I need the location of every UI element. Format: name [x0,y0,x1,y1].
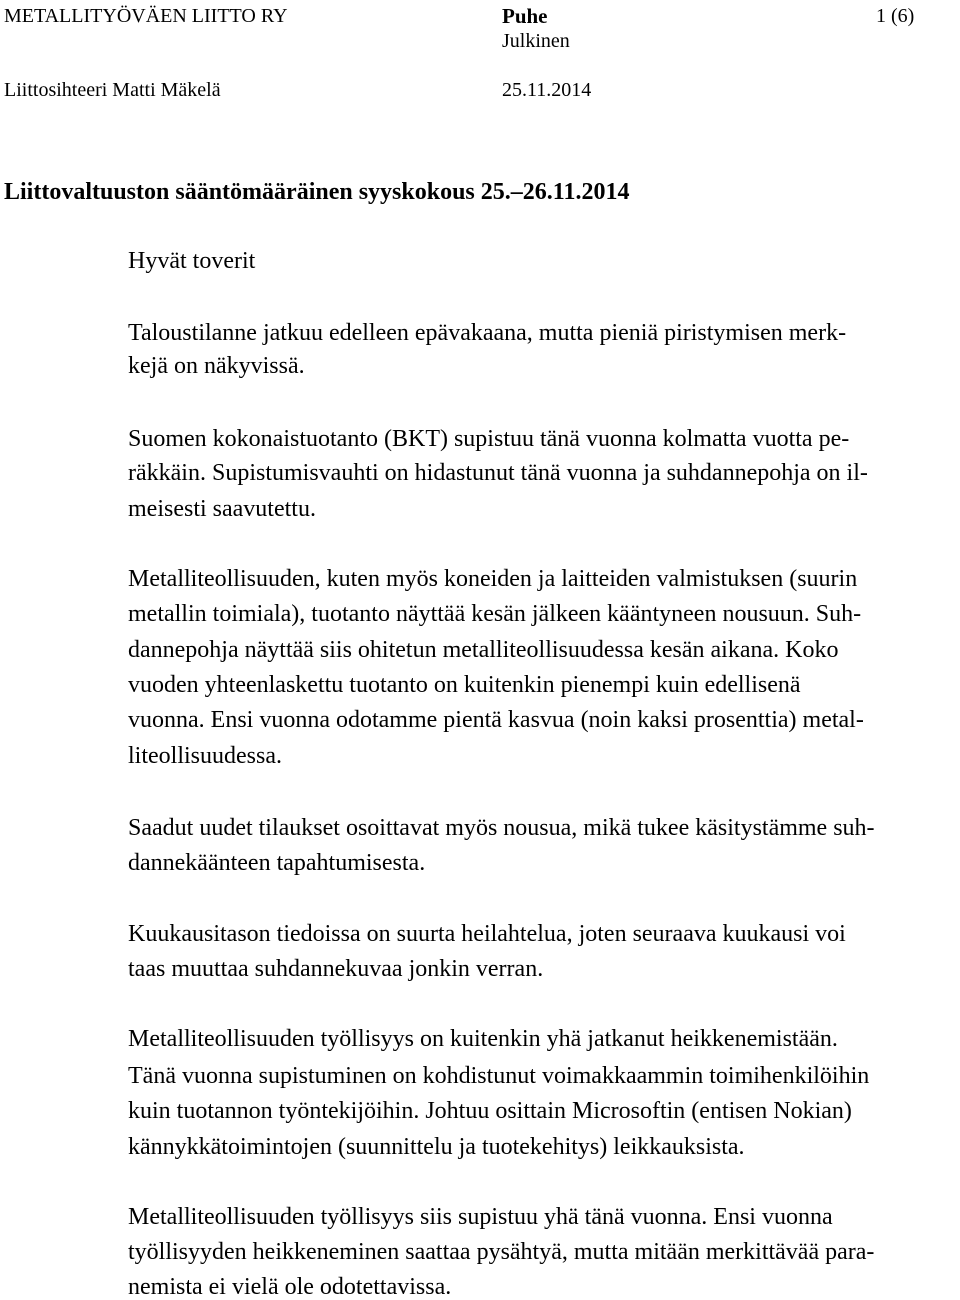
paragraph-line: nemista ei vielä ole odotettavissa. [128,1274,452,1300]
classification-label: Julkinen [502,30,570,52]
paragraph-line: Hyvät toverit [128,248,256,274]
paragraph-line: kännykkätoimintojen (suunnittelu ja tuotekehitys) leikkauksista. [128,1134,745,1160]
paragraph-line: Taloustilanne jatkuu edelleen epävakaana, mutta pieniä piristymisen merk- [128,320,847,346]
paragraph-line: vuoden yhteenlaskettu tuotanto on kuitenkin pienempi kuin edellisenä [128,672,801,698]
paragraph-line: Suomen kokonaistuotanto (BKT) supistuu tänä vuonna kolmatta vuotta pe- [128,426,850,452]
paragraph-line: metallin toimiala), tuotanto näyttää kesän jälkeen kääntyneen nousuun. Suh- [128,601,862,627]
page-number: 1 (6) [876,5,915,27]
paragraph-line: räkkäin. Supistumisvauhti on hidastunut tänä vuonna ja suhdannepohja on il- [128,460,868,486]
author-line: Liittosihteeri Matti Mäkelä [4,79,221,101]
speech-title: Liittovaltuuston sääntömääräinen syyskokous 25.–26.11.2014 [4,179,630,205]
paragraph-line: Metalliteollisuuden, kuten myös koneiden ja laitteiden valmistuksen (suurin [128,566,858,592]
paragraph-line: Metalliteollisuuden työllisyys siis supistuu yhä tänä vuonna. Ensi vuonna [128,1204,833,1230]
paragraph-line: Tänä vuonna supistuminen on kohdistunut voimakkaammin toimihenkilöihin [128,1063,870,1089]
paragraph-line: Metalliteollisuuden työllisyys on kuitenkin yhä jatkanut heikkenemistään. [128,1026,838,1052]
document-type: Puhe [502,4,548,28]
paragraph-line: meisesti saavutettu. [128,496,316,522]
paragraph-line: dannepohja näyttää siis ohitetun metalliteollisuudessa kesän aikana. Koko [128,637,839,663]
organization-name: METALLITYÖVÄEN LIITTO RY [4,5,288,27]
document-date: 25.11.2014 [502,79,592,101]
paragraph-line: taas muuttaa suhdannekuvaa jonkin verran. [128,956,544,982]
paragraph-line: kejä on näkyvissä. [128,353,305,379]
paragraph-line: Saadut uudet tilaukset osoittavat myös nousua, mikä tukee käsitystämme suh- [128,815,875,841]
paragraph-line: Kuukausitason tiedoissa on suurta heilahtelua, joten seuraava kuukausi voi [128,921,846,947]
paragraph-line: dannekäänteen tapahtumisesta. [128,850,426,876]
paragraph-line: liteollisuudessa. [128,743,282,769]
paragraph-line: työllisyyden heikkeneminen saattaa pysähtyä, mutta mitään merkittävää para- [128,1239,875,1265]
paragraph-line: vuonna. Ensi vuonna odotamme pientä kasvua (noin kaksi prosenttia) metal- [128,707,864,733]
paragraph-line: kuin tuotannon työntekijöihin. Johtuu osittain Microsoftin (entisen Nokian) [128,1098,852,1124]
